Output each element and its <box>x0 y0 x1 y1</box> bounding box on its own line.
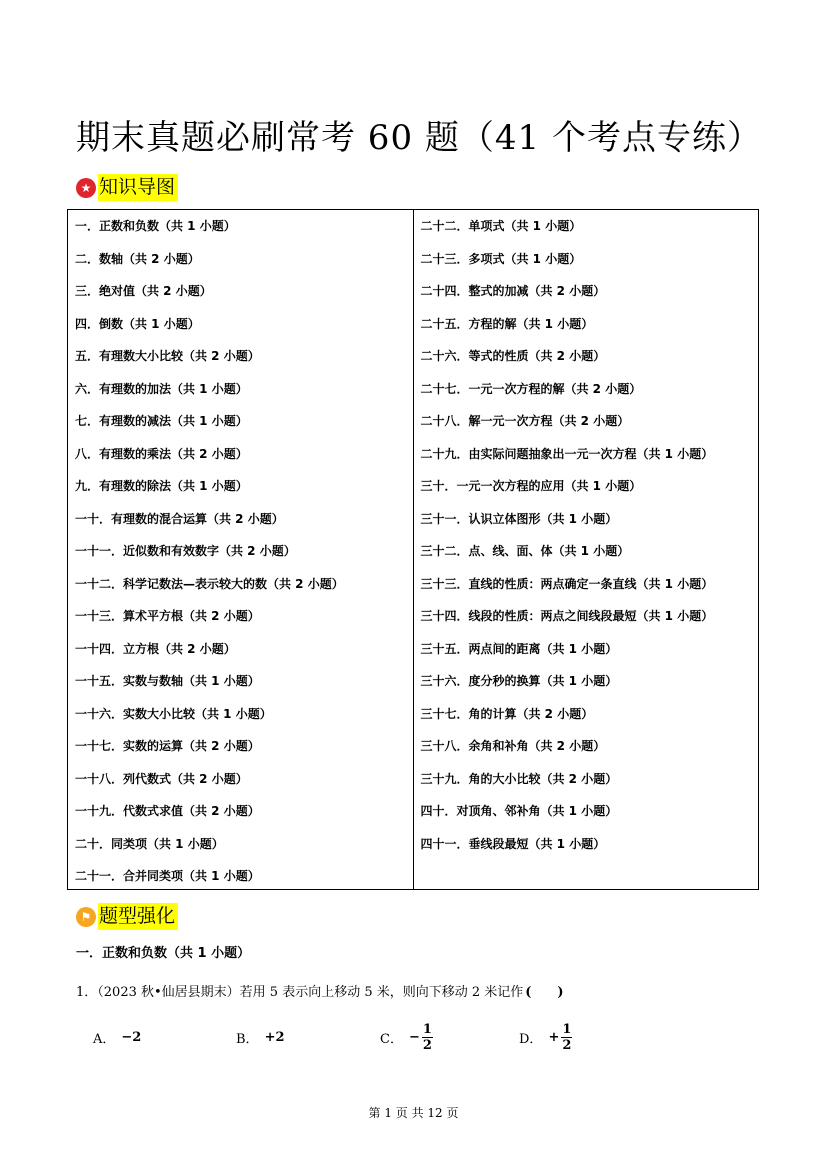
star-badge-icon: ★ <box>76 178 96 198</box>
option-letter: C． <box>380 1031 403 1047</box>
flag-badge-icon: ⚑ <box>76 907 96 927</box>
option-a <box>93 1017 141 1057</box>
section-mindmap-heading <box>76 174 178 201</box>
option-letter: D． <box>519 1031 543 1047</box>
fraction-sign: − <box>408 1029 420 1045</box>
topic-item: 二十九．由实际问题抽象出一元一次方程（共 1 小题） <box>420 446 714 461</box>
topic-item: 二十二．单项式（共 1 小题） <box>420 219 582 233</box>
option-b <box>236 1017 285 1057</box>
section-practice-heading <box>76 903 178 930</box>
page-title: 期末真题必刷常考 60 题（41 个考点专练） <box>76 118 762 158</box>
topic-column-right <box>414 210 759 889</box>
topic-item: 四十．对顶角、邻补角（共 1 小题） <box>420 804 618 818</box>
question-text: 1．（2023 秋•仙居县期末）若用 5 表示向上移动 5 米，则向下移动 2 米记作 <box>76 985 524 1000</box>
subsection-heading: 一．正数和负数（共 1 小题） <box>76 946 251 961</box>
fraction-denominator: 2 <box>562 1037 572 1053</box>
section-mindmap-label: 知识导图 <box>98 174 178 201</box>
option-letter: B． <box>236 1031 259 1047</box>
topic-item: 六．有理数的加法（共 1 小题） <box>75 381 248 396</box>
topic-item: 一十五．实数与数轴（共 1 小题） <box>75 674 260 688</box>
topic-item: 一十六．实数大小比较（共 1 小题） <box>75 706 272 721</box>
option-c <box>380 1017 433 1057</box>
topic-item: 一．正数和负数（共 1 小题） <box>75 219 236 233</box>
topic-item: 三十三．直线的性质：两点确定一条直线（共 1 小题） <box>420 576 714 591</box>
topic-item: 二十八．解一元一次方程（共 2 小题） <box>420 414 630 428</box>
topic-item: 四．倒数（共 1 小题） <box>75 316 200 331</box>
topic-item: 二十三．多项式（共 1 小题） <box>420 251 582 266</box>
topic-item: 一十．有理数的混合运算（共 2 小题） <box>75 511 284 526</box>
fraction-denominator: 2 <box>422 1037 432 1053</box>
option-value <box>409 1022 433 1053</box>
topic-item: 二十一．合并同类项（共 1 小题） <box>75 869 260 883</box>
option-value <box>548 1022 572 1053</box>
topic-outline-table <box>67 209 759 890</box>
topic-item: 七．有理数的减法（共 1 小题） <box>75 414 248 428</box>
fraction-sign: + <box>548 1029 560 1045</box>
topic-item: 一十一．近似数和有效数字（共 2 小题） <box>75 544 296 558</box>
topic-item: 二十四．整式的加减（共 2 小题） <box>420 284 606 298</box>
topic-item: 三十四．线段的性质：两点之间线段最短（共 1 小题） <box>420 609 714 623</box>
topic-item: 三十一．认识立体图形（共 1 小题） <box>420 511 618 526</box>
topic-item: 四十一．垂线段最短（共 1 小题） <box>420 836 606 851</box>
option-letter: A． <box>93 1031 116 1047</box>
topic-item: 一十九．代数式求值（共 2 小题） <box>75 804 260 818</box>
topic-item: 三十．一元一次方程的应用（共 1 小题） <box>420 479 642 493</box>
topic-item: 一十二．科学记数法—表示较大的数（共 2 小题） <box>75 576 344 591</box>
fraction-numerator: 1 <box>422 1021 432 1037</box>
fraction <box>561 1022 572 1053</box>
topic-item: 三十九．角的大小比较（共 2 小题） <box>420 771 618 786</box>
topic-item: 三．绝对值（共 2 小题） <box>75 284 212 298</box>
topic-item: 二十六．等式的性质（共 2 小题） <box>420 349 606 363</box>
topic-item: 三十五．两点间的距离（共 1 小题） <box>420 641 618 656</box>
option-d <box>519 1017 572 1057</box>
question-1 <box>76 981 564 1000</box>
topic-item: 二．数轴（共 2 小题） <box>75 251 200 266</box>
topic-item: 二十．同类项（共 1 小题） <box>75 836 224 851</box>
topic-item: 一十七．实数的运算（共 2 小题） <box>75 739 260 753</box>
page-footer: 第 1 页 共 12 页 <box>368 1106 459 1120</box>
fraction-numerator: 1 <box>562 1021 572 1037</box>
topic-item: 二十七．一元一次方程的解（共 2 小题） <box>420 381 642 396</box>
topic-item: 五．有理数大小比较（共 2 小题） <box>75 349 260 363</box>
option-value: +2 <box>264 1029 285 1045</box>
topic-item: 三十六．度分秒的换算（共 1 小题） <box>420 674 618 688</box>
topic-column-left <box>68 210 414 889</box>
topic-item: 一十三．算术平方根（共 2 小题） <box>75 609 260 623</box>
topic-item: 八．有理数的乘法（共 2 小题） <box>75 446 248 461</box>
fraction <box>422 1022 433 1053</box>
answer-blank: ( ) <box>525 985 564 1000</box>
section-practice-label: 题型强化 <box>98 903 178 930</box>
topic-item: 三十八．余角和补角（共 2 小题） <box>420 739 606 753</box>
option-value: −2 <box>121 1029 142 1045</box>
topic-item: 三十二．点、线、面、体（共 1 小题） <box>420 544 630 558</box>
topic-item: 二十五．方程的解（共 1 小题） <box>420 316 594 331</box>
topic-item: 一十八．列代数式（共 2 小题） <box>75 771 248 786</box>
topic-item: 三十七．角的计算（共 2 小题） <box>420 706 594 721</box>
topic-item: 一十四．立方根（共 2 小题） <box>75 641 236 656</box>
topic-item: 九．有理数的除法（共 1 小题） <box>75 479 248 493</box>
